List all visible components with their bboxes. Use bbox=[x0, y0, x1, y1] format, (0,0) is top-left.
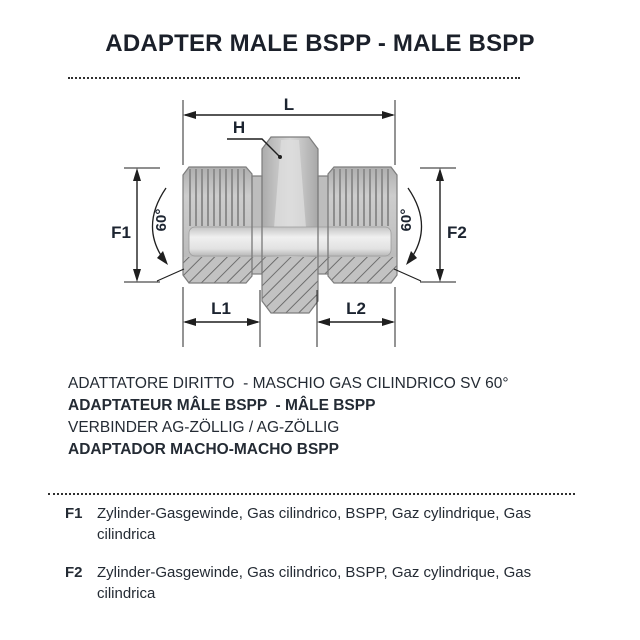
description-italian: ADATTATORE DIRITTO - MASCHIO GAS CILINDRICO SV 60° bbox=[68, 375, 509, 392]
dimension-L1 bbox=[183, 318, 260, 326]
angle-label-right: 60° bbox=[398, 208, 415, 232]
multilingual-descriptions bbox=[68, 373, 608, 461]
adapter-drawing-svg bbox=[100, 88, 560, 360]
dotted-divider-top bbox=[68, 77, 520, 79]
angle-left bbox=[152, 188, 184, 281]
dimension-label-l1: L1 bbox=[211, 299, 231, 318]
legend-text-f1: Zylinder-Gasgewinde, Gas cilindrico, BSPP, Gaz cylindrique, Gas cilindrica bbox=[97, 505, 532, 543]
dimension-L2 bbox=[317, 318, 395, 326]
angle-right bbox=[394, 188, 422, 281]
fitting-body bbox=[183, 137, 397, 313]
description-german: VERBINDER AG-ZÖLLIG / AG-ZÖLLIG bbox=[68, 419, 340, 436]
description-french: ADAPTATEUR MÂLE BSPP - MÂLE BSPP bbox=[68, 397, 376, 414]
angle-label-left: 60° bbox=[153, 208, 170, 232]
dimension-label-l: L bbox=[283, 95, 295, 114]
technical-diagram bbox=[100, 88, 560, 360]
thread-legend bbox=[65, 503, 565, 621]
legend-text-f2: Zylinder-Gasgewinde, Gas cilindrico, BSPP, Gaz cylindrique, Gas cilindrica bbox=[97, 564, 532, 602]
page-title: ADAPTER MALE BSPP - MALE BSPP bbox=[105, 30, 535, 57]
dimension-label-f1: F1 bbox=[111, 223, 131, 242]
legend-key-f2: F2 bbox=[65, 564, 83, 581]
legend-row-f2 bbox=[65, 562, 565, 604]
bore-band bbox=[189, 227, 391, 256]
description-spanish: ADAPTADOR MACHO-MACHO BSPP bbox=[68, 441, 339, 458]
legend-key-f1: F1 bbox=[65, 505, 83, 522]
dimension-label-l2: L2 bbox=[346, 299, 366, 318]
dimension-label-f2: F2 bbox=[447, 223, 467, 242]
dotted-divider-middle bbox=[48, 493, 575, 495]
legend-row-f1 bbox=[65, 503, 565, 545]
dimension-label-h: H bbox=[232, 118, 246, 137]
